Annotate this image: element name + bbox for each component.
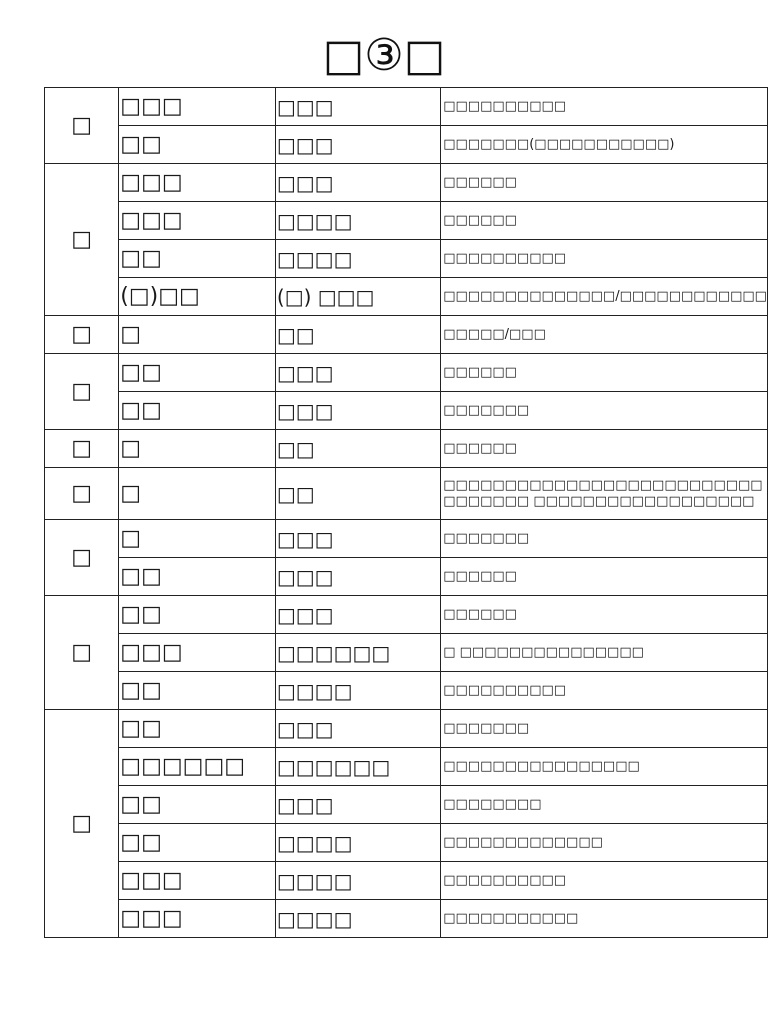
page-title: □③□	[322, 30, 446, 81]
meaning-cell: □□□□□□	[441, 354, 768, 392]
meaning-cell: □□□□□□□□□□□□□□□□□□□□□□□□□□□□□□□□□ □□□□□□□□□□□□□□□□□□	[441, 468, 768, 520]
group-label-cell: □	[45, 88, 119, 164]
reading-cell: □□□	[275, 392, 440, 430]
reading-cell: □□□□	[275, 672, 440, 710]
term-cell: □	[119, 468, 276, 520]
meaning-cell: □□□□□□□□□□□□□□□□	[441, 748, 768, 786]
meaning-cell: □□□□□□□	[441, 520, 768, 558]
term-cell: □□	[119, 786, 276, 824]
meaning-cell: □□□□□□□	[441, 392, 768, 430]
table-row	[45, 710, 768, 748]
reading-cell: □□□	[275, 520, 440, 558]
reading-cell: □□□	[275, 558, 440, 596]
table-row	[45, 202, 768, 240]
term-cell: □	[119, 520, 276, 558]
table-row	[45, 392, 768, 430]
reading-cell: (□) □□□	[275, 278, 440, 316]
meaning-cell: □□□□□□□□□□	[441, 88, 768, 126]
reading-cell: □□	[275, 430, 440, 468]
group-label-cell: □	[45, 468, 119, 520]
group-label-cell: □	[45, 520, 119, 596]
table-row	[45, 558, 768, 596]
meaning-cell: □ □□□□□□□□□□□□□□□	[441, 634, 768, 672]
term-cell: □□	[119, 672, 276, 710]
term-cell: □□	[119, 710, 276, 748]
table-row	[45, 520, 768, 558]
meaning-cell: □□□□□□	[441, 164, 768, 202]
reading-cell: □□□	[275, 786, 440, 824]
term-cell: □□	[119, 354, 276, 392]
table-row	[45, 240, 768, 278]
meaning-cell: □□□□□□□(□□□□□□□□□□□)	[441, 126, 768, 164]
term-cell: □	[119, 316, 276, 354]
group-label-cell: □	[45, 164, 119, 316]
term-cell: □□	[119, 240, 276, 278]
reading-cell: □□□□	[275, 862, 440, 900]
reading-cell: □□□	[275, 164, 440, 202]
meaning-cell: □□□□□□□□	[441, 786, 768, 824]
term-cell: (□)□□	[119, 278, 276, 316]
meaning-cell: □□□□□□□□□□	[441, 672, 768, 710]
table-row	[45, 824, 768, 862]
meaning-cell: □□□□□/□□□	[441, 316, 768, 354]
term-cell: □□□□□□	[119, 748, 276, 786]
reading-cell: □□□	[275, 354, 440, 392]
meaning-cell: □□□□□□	[441, 596, 768, 634]
group-label-cell: □	[45, 710, 119, 938]
reading-cell: □□□□□□	[275, 748, 440, 786]
meaning-cell: □□□□□□□□□□□□□	[441, 824, 768, 862]
term-cell: □□□	[119, 634, 276, 672]
table-row	[45, 900, 768, 938]
term-cell: □□□	[119, 900, 276, 938]
meaning-cell: □□□□□□	[441, 430, 768, 468]
table-row	[45, 316, 768, 354]
table-row	[45, 164, 768, 202]
reading-cell: □□□	[275, 596, 440, 634]
reading-cell: □□□□□□	[275, 634, 440, 672]
group-label-cell: □	[45, 354, 119, 430]
meaning-cell: □□□□□□□□□□□	[441, 900, 768, 938]
meaning-cell: □□□□□□□□□□	[441, 240, 768, 278]
reading-cell: □□□□	[275, 900, 440, 938]
meaning-cell: □□□□□□□□□□□□□□/□□□□□□□□□□□□	[441, 278, 768, 316]
reading-cell: □□	[275, 316, 440, 354]
term-cell: □□	[119, 558, 276, 596]
term-cell: □□	[119, 596, 276, 634]
term-cell: □	[119, 430, 276, 468]
table-row	[45, 354, 768, 392]
table-row	[45, 468, 768, 520]
table-row	[45, 748, 768, 786]
term-cell: □□□	[119, 88, 276, 126]
vocabulary-table-body	[45, 88, 768, 938]
table-row	[45, 278, 768, 316]
meaning-cell: □□□□□□	[441, 202, 768, 240]
term-cell: □□	[119, 824, 276, 862]
term-cell: □□□	[119, 164, 276, 202]
group-label-cell: □	[45, 430, 119, 468]
reading-cell: □□□□	[275, 202, 440, 240]
vocabulary-table	[44, 87, 768, 938]
table-row	[45, 672, 768, 710]
group-label-cell: □	[45, 316, 119, 354]
reading-cell: □□□	[275, 88, 440, 126]
table-row	[45, 634, 768, 672]
group-label-cell: □	[45, 596, 119, 710]
reading-cell: □□□	[275, 126, 440, 164]
table-row	[45, 430, 768, 468]
meaning-cell: □□□□□□	[441, 558, 768, 596]
reading-cell: □□□□	[275, 824, 440, 862]
table-row	[45, 786, 768, 824]
reading-cell: □□	[275, 468, 440, 520]
table-row	[45, 862, 768, 900]
term-cell: □□□	[119, 202, 276, 240]
table-row	[45, 88, 768, 126]
term-cell: □□□	[119, 862, 276, 900]
term-cell: □□	[119, 392, 276, 430]
term-cell: □□	[119, 126, 276, 164]
meaning-cell: □□□□□□□	[441, 710, 768, 748]
meaning-cell: □□□□□□□□□□	[441, 862, 768, 900]
reading-cell: □□□	[275, 710, 440, 748]
reading-cell: □□□□	[275, 240, 440, 278]
table-row	[45, 596, 768, 634]
table-row	[45, 126, 768, 164]
